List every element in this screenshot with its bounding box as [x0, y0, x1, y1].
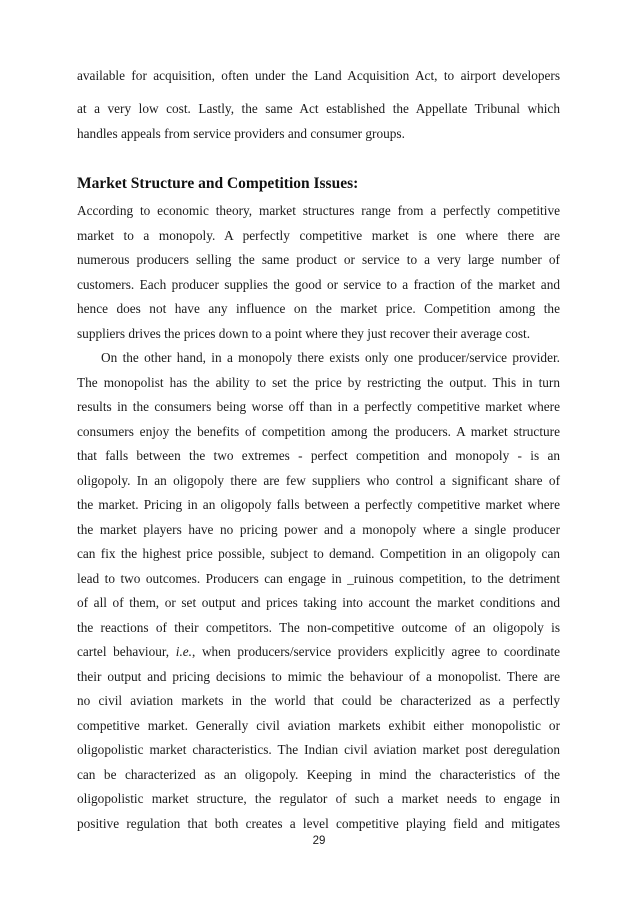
paragraph2-line: that falls between the two extremes - perfect competition and monopoly - is an [77, 448, 560, 463]
intro-line: at a very low cost. Lastly, the same Act established the Appellate Tribunal which [77, 101, 560, 116]
paragraph2-line: The monopolist has the ability to set the price by restricting the output. This in turn [77, 375, 560, 390]
paragraph1-line: According to economic theory, market structures range from a perfectly competitive [77, 203, 560, 218]
paragraph1-line: market to a monopoly. A perfectly competitive market is one where there are [77, 228, 560, 243]
paragraph2-line: the market. Pricing in an oligopoly falls between a perfectly competitive market where [77, 497, 560, 512]
paragraph2-line: oligopoly. In an oligopoly there are few suppliers who control a significant share of [77, 473, 560, 488]
paragraph2-line: oligopolistic market structure, the regulator of such a market needs to engage in [77, 791, 560, 806]
section-heading: Market Structure and Competition Issues: [77, 175, 359, 192]
paragraph2-line: consumers enjoy the benefits of competition among the producers. A market structure [77, 424, 560, 439]
page-number: 29 [312, 835, 326, 847]
paragraph1-line: suppliers drives the prices down to a point where they just recover their average cost. [77, 326, 531, 341]
cartel-text-after: , when producers/service providers explicitly agree to coordinate [192, 644, 560, 659]
paragraph2-line: positive regulation that both creates a level competitive playing field and mitigates [77, 816, 560, 831]
paragraph1-line: hence does not have any influence on the market price. Competition among the [77, 301, 560, 316]
paragraph2-line: oligopolistic market characteristics. The Indian civil aviation market post deregulation [77, 742, 560, 757]
paragraph2-line: results in the consumers being worse off than in a perfectly competitive market where [77, 399, 560, 414]
paragraph2-line: can be characterized as an oligopoly. Keeping in mind the characteristics of the [77, 767, 560, 782]
paragraph2-line: the reactions of their competitors. The non-competitive outcome of an oligopoly is [77, 620, 560, 635]
paragraph2-line: no civil aviation markets in the world that could be characterized as a perfectly [77, 693, 560, 708]
paragraph1-line: numerous producers selling the same product or service to a very large number of [77, 252, 560, 267]
paragraph2-line: the market players have no pricing power and a monopoly where a single producer [77, 522, 560, 537]
paragraph2-line: competitive market. Generally civil aviation markets exhibit either monopolistic or [77, 718, 560, 733]
paragraph2-line: lead to two outcomes. Producers can engage in _ruinous competition, to the detriment [77, 571, 560, 586]
cartel-text-before: cartel behaviour, [77, 644, 176, 659]
paragraph2-line: their output and pricing decisions to mimic the behaviour of a monopolist. There are [77, 669, 560, 684]
paragraph2-line: On the other hand, in a monopoly there exists only one producer/service provider. [101, 350, 560, 365]
paragraph2-line-cartel [77, 644, 560, 660]
paragraph1-line: customers. Each producer supplies the good or service to a fraction of the market and [77, 277, 560, 292]
paragraph2-line: of all of them, or set output and prices taking into account the market conditions and [77, 595, 560, 610]
cartel-text-italic: i.e. [175, 644, 192, 659]
intro-line: handles appeals from service providers and consumer groups. [77, 126, 405, 141]
intro-line: available for acquisition, often under the Land Acquisition Act, to airport developers [77, 68, 560, 83]
paragraph2-line: can fix the highest price possible, subject to demand. Competition in an oligopoly can [77, 546, 560, 561]
